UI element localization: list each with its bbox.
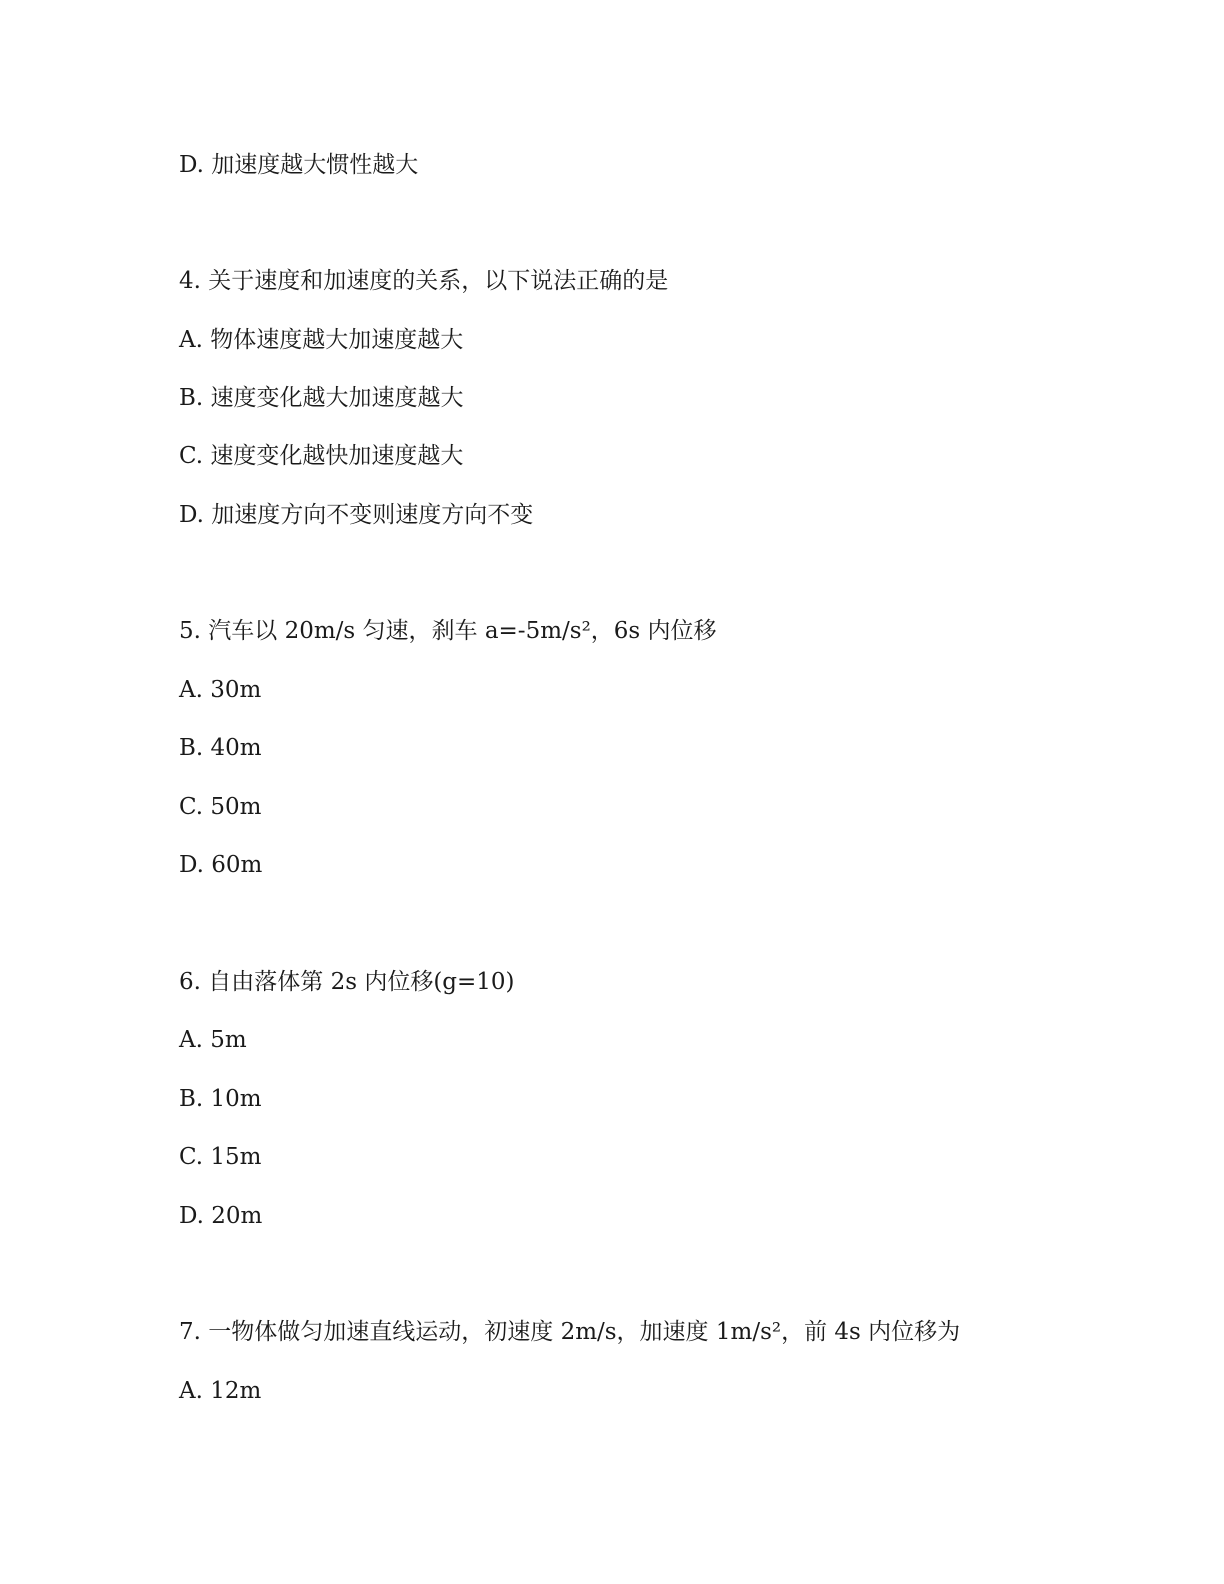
- q4-option-c: C. 速度变化越快加速度越大: [179, 443, 464, 469]
- q6-option-c: C. 15m: [179, 1144, 262, 1170]
- q4-option-a: A. 物体速度越大加速度越大: [179, 327, 464, 353]
- q5-option-b: B. 40m: [179, 735, 262, 761]
- q7-option-a: A. 12m: [179, 1378, 262, 1404]
- q4-option-d: D. 加速度方向不变则速度方向不变: [179, 502, 534, 528]
- q3-option-d: D. 加速度越大惯性越大: [179, 152, 419, 178]
- q5-option-d: D. 60m: [179, 852, 263, 878]
- q6-option-d: D. 20m: [179, 1203, 263, 1229]
- q6-option-b: B. 10m: [179, 1086, 262, 1112]
- q6-question: 6. 自由落体第 2s 内位移(g=10): [179, 969, 515, 995]
- q4-question: 4. 关于速度和加速度的关系，以下说法正确的是: [179, 268, 669, 294]
- q5-option-c: C. 50m: [179, 794, 262, 820]
- q4-option-b: B. 速度变化越大加速度越大: [179, 385, 464, 411]
- q5-option-a: A. 30m: [179, 677, 262, 703]
- q7-question: 7. 一物体做匀加速直线运动，初速度 2m/s，加速度 1m/s²，前 4s 内位移为: [179, 1319, 961, 1345]
- q5-question: 5. 汽车以 20m/s 匀速，刹车 a=-5m/s²，6s 内位移: [179, 618, 717, 644]
- q6-option-a: A. 5m: [179, 1027, 247, 1053]
